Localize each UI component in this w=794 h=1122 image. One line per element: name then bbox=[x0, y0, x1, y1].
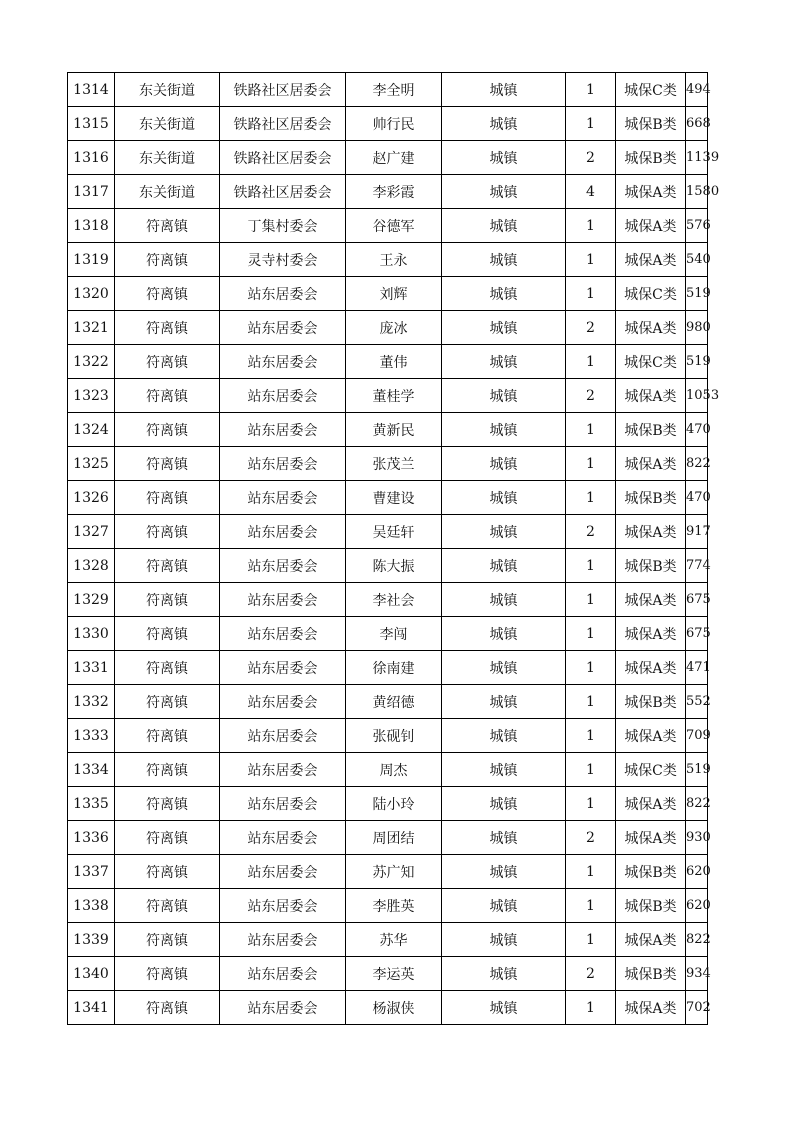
residence-type-cell: 城镇 bbox=[442, 209, 566, 243]
subdistrict-cell: 符离镇 bbox=[115, 923, 220, 957]
household-size-cell: 1 bbox=[566, 753, 616, 787]
table-row bbox=[68, 277, 708, 311]
residence-type-cell: 城镇 bbox=[442, 73, 566, 107]
residence-type-cell: 城镇 bbox=[442, 787, 566, 821]
insurance-category-cell: 城保A类 bbox=[616, 583, 686, 617]
household-size-cell: 1 bbox=[566, 617, 616, 651]
residence-type-cell: 城镇 bbox=[442, 923, 566, 957]
amount-cell: 470 bbox=[686, 481, 708, 515]
amount-cell: 980 bbox=[686, 311, 708, 345]
record-number-cell: 1321 bbox=[68, 311, 115, 345]
person-name-cell: 董伟 bbox=[346, 345, 442, 379]
insurance-category-cell: 城保B类 bbox=[616, 107, 686, 141]
residence-type-cell: 城镇 bbox=[442, 243, 566, 277]
subdistrict-cell: 符离镇 bbox=[115, 447, 220, 481]
subdistrict-cell: 符离镇 bbox=[115, 855, 220, 889]
insurance-category-cell: 城保B类 bbox=[616, 413, 686, 447]
residence-type-cell: 城镇 bbox=[442, 379, 566, 413]
household-size-cell: 1 bbox=[566, 277, 616, 311]
subdistrict-cell: 东关街道 bbox=[115, 73, 220, 107]
table-row bbox=[68, 719, 708, 753]
amount-cell: 668 bbox=[686, 107, 708, 141]
record-number-cell: 1341 bbox=[68, 991, 115, 1025]
table-row bbox=[68, 787, 708, 821]
record-number-cell: 1331 bbox=[68, 651, 115, 685]
person-name-cell: 苏广知 bbox=[346, 855, 442, 889]
household-size-cell: 1 bbox=[566, 481, 616, 515]
amount-cell: 1139 bbox=[686, 141, 708, 175]
subdistrict-cell: 东关街道 bbox=[115, 175, 220, 209]
insurance-category-cell: 城保B类 bbox=[616, 685, 686, 719]
subdistrict-cell: 符离镇 bbox=[115, 617, 220, 651]
person-name-cell: 曹建设 bbox=[346, 481, 442, 515]
person-name-cell: 谷德军 bbox=[346, 209, 442, 243]
table-row bbox=[68, 107, 708, 141]
table-row bbox=[68, 311, 708, 345]
insurance-category-cell: 城保A类 bbox=[616, 991, 686, 1025]
community-committee-cell: 站东居委会 bbox=[220, 991, 346, 1025]
insurance-category-cell: 城保B类 bbox=[616, 957, 686, 991]
subdistrict-cell: 东关街道 bbox=[115, 107, 220, 141]
residence-type-cell: 城镇 bbox=[442, 957, 566, 991]
subdistrict-cell: 符离镇 bbox=[115, 787, 220, 821]
table-row bbox=[68, 549, 708, 583]
subdistrict-cell: 符离镇 bbox=[115, 277, 220, 311]
table-row bbox=[68, 957, 708, 991]
community-committee-cell: 站东居委会 bbox=[220, 345, 346, 379]
insurance-category-cell: 城保C类 bbox=[616, 753, 686, 787]
community-committee-cell: 站东居委会 bbox=[220, 957, 346, 991]
household-size-cell: 1 bbox=[566, 243, 616, 277]
insurance-category-cell: 城保C类 bbox=[616, 73, 686, 107]
person-name-cell: 吴廷轩 bbox=[346, 515, 442, 549]
amount-cell: 471 bbox=[686, 651, 708, 685]
subdistrict-cell: 符离镇 bbox=[115, 583, 220, 617]
subdistrict-cell: 符离镇 bbox=[115, 413, 220, 447]
person-name-cell: 黄绍德 bbox=[346, 685, 442, 719]
amount-cell: 675 bbox=[686, 583, 708, 617]
community-committee-cell: 站东居委会 bbox=[220, 549, 346, 583]
subdistrict-cell: 符离镇 bbox=[115, 957, 220, 991]
amount-cell: 709 bbox=[686, 719, 708, 753]
household-size-cell: 1 bbox=[566, 447, 616, 481]
amount-cell: 540 bbox=[686, 243, 708, 277]
table-row bbox=[68, 413, 708, 447]
residence-type-cell: 城镇 bbox=[442, 651, 566, 685]
amount-cell: 519 bbox=[686, 753, 708, 787]
amount-cell: 620 bbox=[686, 889, 708, 923]
household-size-cell: 1 bbox=[566, 73, 616, 107]
record-number-cell: 1334 bbox=[68, 753, 115, 787]
community-committee-cell: 灵寺村委会 bbox=[220, 243, 346, 277]
insurance-category-cell: 城保A类 bbox=[616, 923, 686, 957]
roster-table-body bbox=[68, 73, 720, 1025]
record-number-cell: 1332 bbox=[68, 685, 115, 719]
person-name-cell: 赵广建 bbox=[346, 141, 442, 175]
record-number-cell: 1319 bbox=[68, 243, 115, 277]
person-name-cell: 陈大振 bbox=[346, 549, 442, 583]
table-row bbox=[68, 481, 708, 515]
table-row bbox=[68, 447, 708, 481]
amount-cell: 519 bbox=[686, 277, 708, 311]
insurance-category-cell: 城保A类 bbox=[616, 651, 686, 685]
insurance-category-cell: 城保A类 bbox=[616, 311, 686, 345]
residence-type-cell: 城镇 bbox=[442, 107, 566, 141]
amount-cell: 620 bbox=[686, 855, 708, 889]
household-size-cell: 2 bbox=[566, 821, 616, 855]
subdistrict-cell: 符离镇 bbox=[115, 243, 220, 277]
record-number-cell: 1336 bbox=[68, 821, 115, 855]
amount-cell: 774 bbox=[686, 549, 708, 583]
insurance-category-cell: 城保B类 bbox=[616, 855, 686, 889]
table-row bbox=[68, 583, 708, 617]
table-row bbox=[68, 515, 708, 549]
community-committee-cell: 站东居委会 bbox=[220, 753, 346, 787]
amount-cell: 1580 bbox=[686, 175, 708, 209]
household-size-cell: 1 bbox=[566, 787, 616, 821]
community-committee-cell: 铁路社区居委会 bbox=[220, 107, 346, 141]
insurance-category-cell: 城保B类 bbox=[616, 889, 686, 923]
community-committee-cell: 站东居委会 bbox=[220, 617, 346, 651]
community-committee-cell: 站东居委会 bbox=[220, 821, 346, 855]
residence-type-cell: 城镇 bbox=[442, 821, 566, 855]
household-size-cell: 1 bbox=[566, 923, 616, 957]
amount-cell: 1053 bbox=[686, 379, 708, 413]
record-number-cell: 1325 bbox=[68, 447, 115, 481]
table-row bbox=[68, 685, 708, 719]
person-name-cell: 张茂兰 bbox=[346, 447, 442, 481]
person-name-cell: 董桂学 bbox=[346, 379, 442, 413]
table-row bbox=[68, 209, 708, 243]
table-row bbox=[68, 379, 708, 413]
residence-type-cell: 城镇 bbox=[442, 345, 566, 379]
insurance-category-cell: 城保B类 bbox=[616, 481, 686, 515]
table-row bbox=[68, 889, 708, 923]
community-committee-cell: 站东居委会 bbox=[220, 311, 346, 345]
record-number-cell: 1329 bbox=[68, 583, 115, 617]
subdistrict-cell: 符离镇 bbox=[115, 889, 220, 923]
record-number-cell: 1317 bbox=[68, 175, 115, 209]
subdistrict-cell: 符离镇 bbox=[115, 651, 220, 685]
table-row bbox=[68, 617, 708, 651]
residence-type-cell: 城镇 bbox=[442, 617, 566, 651]
community-committee-cell: 站东居委会 bbox=[220, 855, 346, 889]
residence-type-cell: 城镇 bbox=[442, 141, 566, 175]
insurance-category-cell: 城保C类 bbox=[616, 345, 686, 379]
household-size-cell: 2 bbox=[566, 311, 616, 345]
table-row bbox=[68, 73, 708, 107]
subdistrict-cell: 符离镇 bbox=[115, 515, 220, 549]
subdistrict-cell: 符离镇 bbox=[115, 481, 220, 515]
person-name-cell: 李胜英 bbox=[346, 889, 442, 923]
household-size-cell: 1 bbox=[566, 583, 616, 617]
community-committee-cell: 站东居委会 bbox=[220, 413, 346, 447]
residence-type-cell: 城镇 bbox=[442, 855, 566, 889]
amount-cell: 930 bbox=[686, 821, 708, 855]
amount-cell: 576 bbox=[686, 209, 708, 243]
person-name-cell: 苏华 bbox=[346, 923, 442, 957]
record-number-cell: 1315 bbox=[68, 107, 115, 141]
residence-type-cell: 城镇 bbox=[442, 311, 566, 345]
record-number-cell: 1335 bbox=[68, 787, 115, 821]
person-name-cell: 李社会 bbox=[346, 583, 442, 617]
person-name-cell: 李闯 bbox=[346, 617, 442, 651]
household-size-cell: 2 bbox=[566, 957, 616, 991]
community-committee-cell: 站东居委会 bbox=[220, 787, 346, 821]
community-committee-cell: 站东居委会 bbox=[220, 481, 346, 515]
table-row bbox=[68, 753, 708, 787]
household-size-cell: 1 bbox=[566, 719, 616, 753]
record-number-cell: 1314 bbox=[68, 73, 115, 107]
subdistrict-cell: 符离镇 bbox=[115, 209, 220, 243]
insurance-category-cell: 城保A类 bbox=[616, 617, 686, 651]
subdistrict-cell: 符离镇 bbox=[115, 311, 220, 345]
insurance-category-cell: 城保B类 bbox=[616, 549, 686, 583]
amount-cell: 917 bbox=[686, 515, 708, 549]
residence-type-cell: 城镇 bbox=[442, 277, 566, 311]
community-committee-cell: 站东居委会 bbox=[220, 889, 346, 923]
amount-cell: 822 bbox=[686, 447, 708, 481]
record-number-cell: 1340 bbox=[68, 957, 115, 991]
person-name-cell: 黄新民 bbox=[346, 413, 442, 447]
insurance-category-cell: 城保A类 bbox=[616, 209, 686, 243]
insurance-category-cell: 城保A类 bbox=[616, 379, 686, 413]
person-name-cell: 刘辉 bbox=[346, 277, 442, 311]
table-row bbox=[68, 821, 708, 855]
record-number-cell: 1316 bbox=[68, 141, 115, 175]
subdistrict-cell: 符离镇 bbox=[115, 753, 220, 787]
community-committee-cell: 站东居委会 bbox=[220, 719, 346, 753]
person-name-cell: 周杰 bbox=[346, 753, 442, 787]
insurance-category-cell: 城保A类 bbox=[616, 787, 686, 821]
household-size-cell: 1 bbox=[566, 345, 616, 379]
household-size-cell: 1 bbox=[566, 107, 616, 141]
household-size-cell: 1 bbox=[566, 991, 616, 1025]
table-row bbox=[68, 243, 708, 277]
residence-type-cell: 城镇 bbox=[442, 719, 566, 753]
person-name-cell: 周团结 bbox=[346, 821, 442, 855]
record-number-cell: 1326 bbox=[68, 481, 115, 515]
residence-type-cell: 城镇 bbox=[442, 685, 566, 719]
person-name-cell: 帅行民 bbox=[346, 107, 442, 141]
person-name-cell: 杨淑侠 bbox=[346, 991, 442, 1025]
household-size-cell: 1 bbox=[566, 209, 616, 243]
insurance-category-cell: 城保A类 bbox=[616, 515, 686, 549]
person-name-cell: 陆小玲 bbox=[346, 787, 442, 821]
roster-table bbox=[67, 72, 720, 1025]
table-row bbox=[68, 651, 708, 685]
record-number-cell: 1333 bbox=[68, 719, 115, 753]
community-committee-cell: 站东居委会 bbox=[220, 379, 346, 413]
household-size-cell: 1 bbox=[566, 685, 616, 719]
residence-type-cell: 城镇 bbox=[442, 753, 566, 787]
record-number-cell: 1330 bbox=[68, 617, 115, 651]
person-name-cell: 庞冰 bbox=[346, 311, 442, 345]
table-row bbox=[68, 141, 708, 175]
table-row bbox=[68, 855, 708, 889]
residence-type-cell: 城镇 bbox=[442, 549, 566, 583]
residence-type-cell: 城镇 bbox=[442, 583, 566, 617]
insurance-category-cell: 城保A类 bbox=[616, 719, 686, 753]
insurance-category-cell: 城保A类 bbox=[616, 821, 686, 855]
subdistrict-cell: 符离镇 bbox=[115, 379, 220, 413]
residence-type-cell: 城镇 bbox=[442, 515, 566, 549]
amount-cell: 702 bbox=[686, 991, 708, 1025]
community-committee-cell: 站东居委会 bbox=[220, 447, 346, 481]
amount-cell: 822 bbox=[686, 923, 708, 957]
insurance-category-cell: 城保C类 bbox=[616, 277, 686, 311]
community-committee-cell: 铁路社区居委会 bbox=[220, 141, 346, 175]
insurance-category-cell: 城保A类 bbox=[616, 175, 686, 209]
household-size-cell: 1 bbox=[566, 549, 616, 583]
subdistrict-cell: 东关街道 bbox=[115, 141, 220, 175]
record-number-cell: 1338 bbox=[68, 889, 115, 923]
amount-cell: 934 bbox=[686, 957, 708, 991]
person-name-cell: 李彩霞 bbox=[346, 175, 442, 209]
household-size-cell: 2 bbox=[566, 379, 616, 413]
table-row bbox=[68, 345, 708, 379]
record-number-cell: 1320 bbox=[68, 277, 115, 311]
record-number-cell: 1337 bbox=[68, 855, 115, 889]
person-name-cell: 李运英 bbox=[346, 957, 442, 991]
insurance-category-cell: 城保A类 bbox=[616, 447, 686, 481]
person-name-cell: 李全明 bbox=[346, 73, 442, 107]
record-number-cell: 1324 bbox=[68, 413, 115, 447]
table-row bbox=[68, 991, 708, 1025]
amount-cell: 822 bbox=[686, 787, 708, 821]
community-committee-cell: 站东居委会 bbox=[220, 583, 346, 617]
community-committee-cell: 铁路社区居委会 bbox=[220, 73, 346, 107]
person-name-cell: 张砚钊 bbox=[346, 719, 442, 753]
amount-cell: 519 bbox=[686, 345, 708, 379]
insurance-category-cell: 城保B类 bbox=[616, 141, 686, 175]
residence-type-cell: 城镇 bbox=[442, 447, 566, 481]
community-committee-cell: 站东居委会 bbox=[220, 923, 346, 957]
amount-cell: 552 bbox=[686, 685, 708, 719]
subdistrict-cell: 符离镇 bbox=[115, 719, 220, 753]
community-committee-cell: 铁路社区居委会 bbox=[220, 175, 346, 209]
residence-type-cell: 城镇 bbox=[442, 175, 566, 209]
community-committee-cell: 站东居委会 bbox=[220, 277, 346, 311]
household-size-cell: 1 bbox=[566, 855, 616, 889]
subdistrict-cell: 符离镇 bbox=[115, 991, 220, 1025]
household-size-cell: 4 bbox=[566, 175, 616, 209]
record-number-cell: 1327 bbox=[68, 515, 115, 549]
person-name-cell: 徐南建 bbox=[346, 651, 442, 685]
household-size-cell: 1 bbox=[566, 889, 616, 923]
amount-cell: 675 bbox=[686, 617, 708, 651]
community-committee-cell: 站东居委会 bbox=[220, 685, 346, 719]
amount-cell: 494 bbox=[686, 73, 708, 107]
subdistrict-cell: 符离镇 bbox=[115, 821, 220, 855]
table-row bbox=[68, 175, 708, 209]
household-size-cell: 1 bbox=[566, 413, 616, 447]
household-size-cell: 1 bbox=[566, 651, 616, 685]
table-row bbox=[68, 923, 708, 957]
residence-type-cell: 城镇 bbox=[442, 481, 566, 515]
record-number-cell: 1339 bbox=[68, 923, 115, 957]
document-page bbox=[67, 72, 720, 1025]
subdistrict-cell: 符离镇 bbox=[115, 345, 220, 379]
record-number-cell: 1322 bbox=[68, 345, 115, 379]
residence-type-cell: 城镇 bbox=[442, 413, 566, 447]
residence-type-cell: 城镇 bbox=[442, 991, 566, 1025]
residence-type-cell: 城镇 bbox=[442, 889, 566, 923]
record-number-cell: 1323 bbox=[68, 379, 115, 413]
community-committee-cell: 丁集村委会 bbox=[220, 209, 346, 243]
community-committee-cell: 站东居委会 bbox=[220, 651, 346, 685]
person-name-cell: 王永 bbox=[346, 243, 442, 277]
subdistrict-cell: 符离镇 bbox=[115, 685, 220, 719]
amount-cell: 470 bbox=[686, 413, 708, 447]
insurance-category-cell: 城保A类 bbox=[616, 243, 686, 277]
household-size-cell: 2 bbox=[566, 141, 616, 175]
community-committee-cell: 站东居委会 bbox=[220, 515, 346, 549]
subdistrict-cell: 符离镇 bbox=[115, 549, 220, 583]
household-size-cell: 2 bbox=[566, 515, 616, 549]
record-number-cell: 1318 bbox=[68, 209, 115, 243]
record-number-cell: 1328 bbox=[68, 549, 115, 583]
